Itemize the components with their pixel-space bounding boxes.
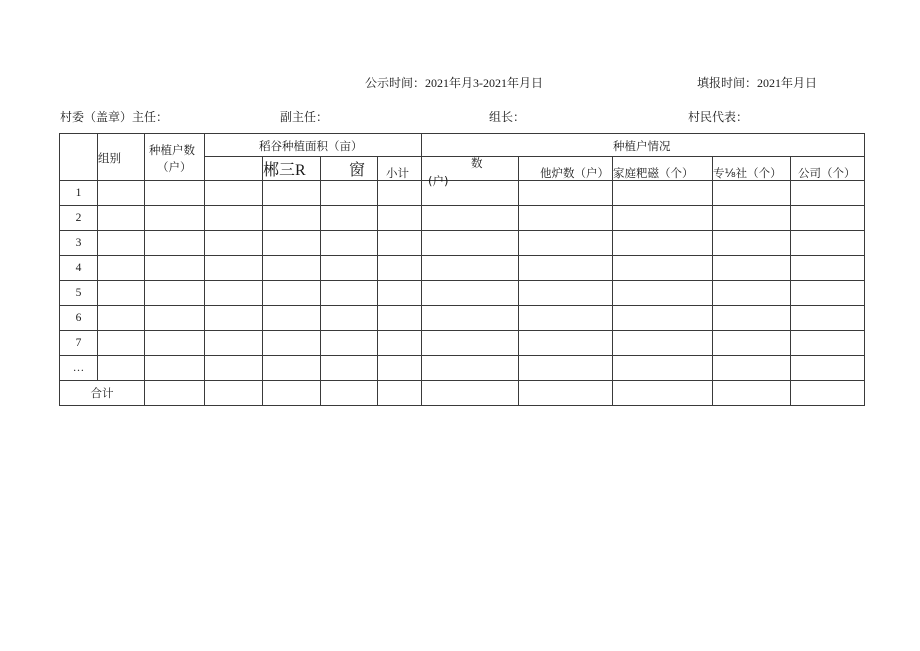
row-number: …	[60, 356, 98, 381]
sit-sub-4-label: 专⅛社（个）	[713, 166, 782, 180]
committee-signature: 村委（盖章）主任：	[60, 110, 169, 124]
table-cell[interactable]	[205, 381, 263, 406]
table-cell[interactable]	[263, 356, 321, 381]
table-cell[interactable]	[791, 381, 865, 406]
table-cell[interactable]	[263, 206, 321, 231]
table-cell[interactable]	[519, 381, 613, 406]
leader-signature: 组长：	[489, 110, 526, 124]
fill-time	[697, 74, 817, 91]
table-cell[interactable]	[422, 356, 519, 381]
table-cell[interactable]	[713, 306, 791, 331]
table-cell[interactable]	[791, 256, 865, 281]
table-cell[interactable]	[613, 231, 713, 256]
table-cell[interactable]	[519, 256, 613, 281]
header-area	[205, 134, 422, 157]
sit-sub-2-label: 他炉数（户）	[540, 166, 609, 180]
table-cell[interactable]	[378, 256, 422, 281]
row-number: 1	[60, 181, 98, 206]
representative-signature: 村民代表：	[688, 110, 749, 124]
header-households-line1: 种植户数	[149, 143, 195, 157]
area-sub-1-label: 郴三R	[263, 162, 306, 179]
table-cell[interactable]	[422, 181, 519, 206]
table-cell[interactable]	[613, 306, 713, 331]
header-households	[145, 134, 205, 181]
sit-sub-5-label: 公司（个）	[798, 166, 856, 180]
header-group	[98, 134, 145, 181]
table-cell[interactable]	[205, 331, 263, 356]
table-cell[interactable]	[713, 256, 791, 281]
sit-sub-1-line2: (户)	[428, 174, 449, 188]
table-cell[interactable]	[145, 231, 205, 256]
fill-time-value: 2021年月日	[757, 76, 818, 90]
row-number: 4	[60, 256, 98, 281]
publicity-time-label: 公示时间：	[365, 76, 426, 90]
table-cell[interactable]	[791, 306, 865, 331]
table-cell[interactable]	[205, 256, 263, 281]
table-row	[60, 256, 865, 281]
corner-cell	[60, 134, 98, 181]
fill-time-label: 填报时间：	[697, 76, 758, 90]
row-number: 6	[60, 306, 98, 331]
table-cell[interactable]	[98, 281, 145, 306]
table-cell[interactable]	[321, 331, 378, 356]
table-cell[interactable]	[713, 281, 791, 306]
publicity-time-value: 2021年月3-2021年月日	[425, 76, 544, 90]
table-cell[interactable]	[378, 306, 422, 331]
row-number: 2	[60, 206, 98, 231]
total-row	[60, 381, 865, 406]
deputy-signature: 副主任：	[280, 110, 329, 124]
table-cell[interactable]	[321, 381, 378, 406]
table-cell[interactable]	[205, 281, 263, 306]
table-cell[interactable]	[791, 231, 865, 256]
table-cell[interactable]	[321, 306, 378, 331]
header-area-label: 稻谷种植面积（亩）	[259, 139, 363, 153]
table-row	[60, 281, 865, 306]
table-cell[interactable]	[145, 206, 205, 231]
sit-sub-1-line1: 数	[471, 156, 483, 170]
table-cell[interactable]	[263, 231, 321, 256]
total-label: 合计	[60, 381, 145, 406]
table-cell[interactable]	[519, 206, 613, 231]
sit-sub-1	[422, 156, 519, 188]
table-cell[interactable]	[98, 181, 145, 206]
table-cell[interactable]	[205, 206, 263, 231]
table-cell[interactable]	[98, 306, 145, 331]
table-cell[interactable]	[378, 356, 422, 381]
planting-table	[59, 133, 865, 406]
table-row	[60, 356, 865, 381]
table-cell[interactable]	[321, 231, 378, 256]
table-cell[interactable]	[321, 356, 378, 381]
table-cell[interactable]	[378, 231, 422, 256]
table-cell[interactable]	[713, 206, 791, 231]
table-cell[interactable]	[613, 181, 713, 206]
table-cell[interactable]	[263, 181, 321, 206]
area-subtotal	[378, 157, 422, 181]
table-cell[interactable]	[713, 181, 791, 206]
table-cell[interactable]	[98, 231, 145, 256]
table-cell[interactable]	[205, 306, 263, 331]
table-cell[interactable]	[791, 181, 865, 206]
sit-sub-2	[519, 157, 613, 181]
table-cell[interactable]	[321, 256, 378, 281]
table-cell[interactable]	[378, 381, 422, 406]
area-sub-empty	[205, 157, 263, 181]
table-cell[interactable]	[263, 281, 321, 306]
table-cell[interactable]	[145, 381, 205, 406]
table-cell[interactable]	[422, 306, 519, 331]
table-cell[interactable]	[263, 331, 321, 356]
table-cell[interactable]	[145, 356, 205, 381]
table-cell[interactable]	[713, 356, 791, 381]
table-cell[interactable]	[613, 331, 713, 356]
area-sub-1	[263, 157, 321, 181]
table-cell[interactable]	[613, 206, 713, 231]
table-cell[interactable]	[713, 231, 791, 256]
area-subtotal-label: 小计	[386, 166, 409, 180]
header-households-line2: （户）	[157, 160, 192, 174]
table-cell[interactable]	[519, 306, 613, 331]
sit-sub-3-label: 家庭粑磁（个）	[613, 166, 694, 180]
table-cell[interactable]	[145, 181, 205, 206]
table-cell[interactable]	[205, 231, 263, 256]
table-row	[60, 331, 865, 356]
sit-sub-3	[613, 157, 713, 181]
sit-sub-4	[713, 157, 791, 181]
table-cell[interactable]	[145, 306, 205, 331]
table-cell[interactable]	[378, 331, 422, 356]
table-cell[interactable]	[613, 356, 713, 381]
table-cell[interactable]	[98, 206, 145, 231]
table-cell[interactable]	[791, 281, 865, 306]
area-sub-2	[321, 157, 378, 181]
table-cell[interactable]	[422, 281, 519, 306]
table-cell[interactable]	[378, 181, 422, 206]
table-cell[interactable]	[422, 256, 519, 281]
table-cell[interactable]	[145, 281, 205, 306]
table-cell[interactable]	[263, 306, 321, 331]
table-cell[interactable]	[205, 356, 263, 381]
table-cell[interactable]	[613, 381, 713, 406]
table-cell[interactable]	[321, 206, 378, 231]
header-situation	[422, 134, 865, 157]
table-cell[interactable]	[519, 356, 613, 381]
row-number: 5	[60, 281, 98, 306]
table-cell[interactable]	[519, 331, 613, 356]
table-cell[interactable]	[98, 356, 145, 381]
header-situation-label: 种植户情况	[613, 139, 671, 153]
table-cell[interactable]	[422, 381, 519, 406]
table-cell[interactable]	[145, 331, 205, 356]
area-sub-2-label: 窗	[349, 162, 366, 179]
table-cell[interactable]	[378, 281, 422, 306]
table-cell[interactable]	[422, 331, 519, 356]
publicity-time	[365, 74, 543, 91]
table-cell[interactable]	[791, 206, 865, 231]
table-cell[interactable]	[378, 206, 422, 231]
table-cell[interactable]	[713, 381, 791, 406]
row-number: 7	[60, 331, 98, 356]
table-cell[interactable]	[713, 331, 791, 356]
table-cell[interactable]	[519, 281, 613, 306]
table-cell[interactable]	[321, 281, 378, 306]
table-row	[60, 306, 865, 331]
table-cell[interactable]	[791, 331, 865, 356]
table-cell[interactable]	[519, 181, 613, 206]
table-cell[interactable]	[519, 231, 613, 256]
table-cell[interactable]	[98, 256, 145, 281]
table-cell[interactable]	[321, 181, 378, 206]
table-cell[interactable]	[791, 356, 865, 381]
table-cell[interactable]	[98, 331, 145, 356]
table-cell[interactable]	[145, 256, 205, 281]
table-body	[60, 181, 865, 381]
table-row	[60, 206, 865, 231]
table-cell[interactable]	[263, 381, 321, 406]
header-group-label: 组别	[98, 151, 121, 165]
table-cell[interactable]	[422, 206, 519, 231]
table-row	[60, 181, 865, 206]
table-cell[interactable]	[205, 181, 263, 206]
sit-sub-5	[791, 157, 865, 181]
row-number: 3	[60, 231, 98, 256]
table-cell[interactable]	[263, 256, 321, 281]
table-cell[interactable]	[613, 256, 713, 281]
table-cell[interactable]	[422, 231, 519, 256]
table-cell[interactable]	[613, 281, 713, 306]
table-row	[60, 231, 865, 256]
